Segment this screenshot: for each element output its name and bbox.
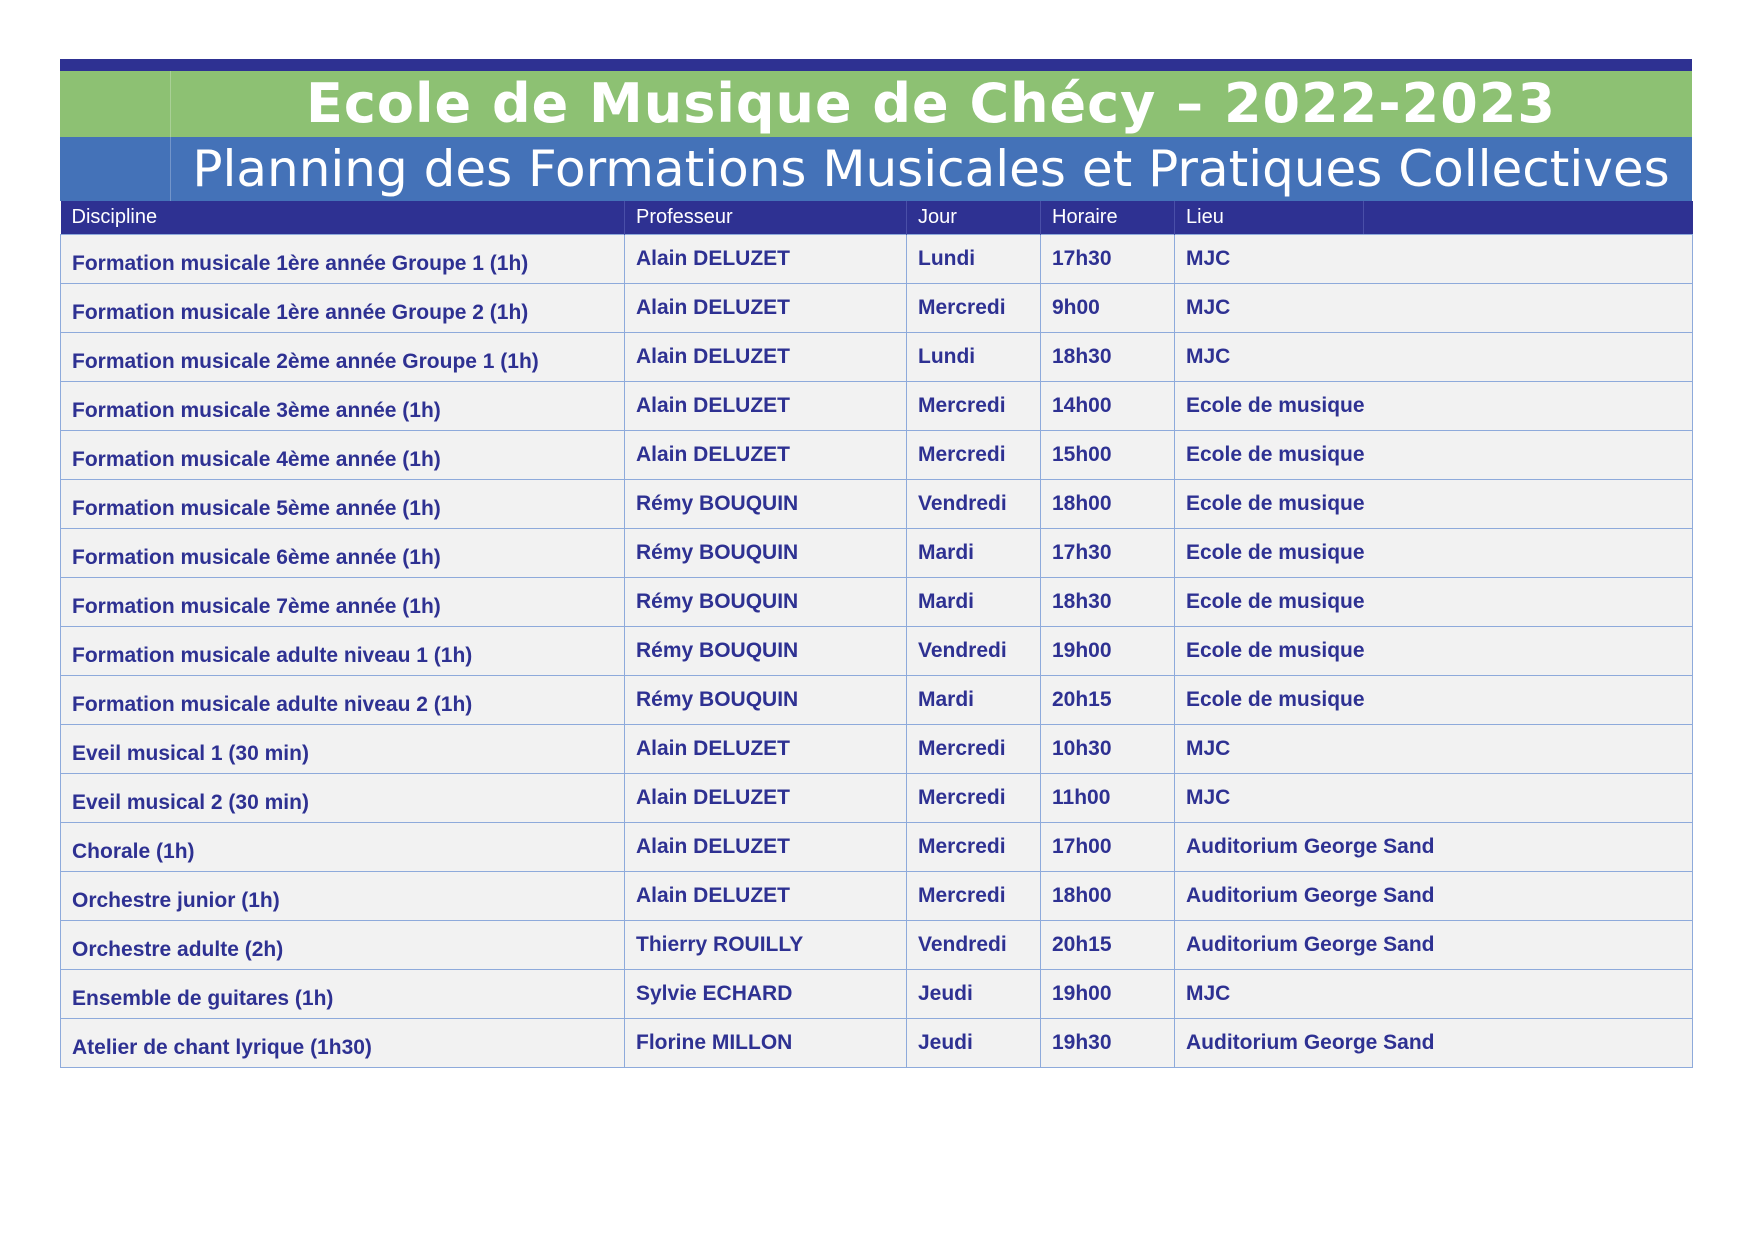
cell-discipline: Eveil musical 1 (30 min) — [61, 725, 625, 774]
table-row — [61, 529, 1693, 578]
cell-jour: Mercredi — [907, 382, 1041, 431]
cell-professeur: Rémy BOUQUIN — [625, 529, 907, 578]
cell-horaire: 19h00 — [1041, 970, 1175, 1019]
column-header-lieu-label: Lieu — [1186, 206, 1224, 228]
cell-horaire: 20h15 — [1041, 676, 1175, 725]
cell-jour: Mercredi — [907, 872, 1041, 921]
cell-jour: Vendredi — [907, 627, 1041, 676]
table-row — [61, 431, 1693, 480]
table-row — [61, 872, 1693, 921]
cell-horaire: 20h15 — [1041, 921, 1175, 970]
cell-horaire: 17h30 — [1041, 529, 1175, 578]
cell-discipline: Chorale (1h) — [61, 823, 625, 872]
cell-discipline: Formation musicale adulte niveau 2 (1h) — [61, 676, 625, 725]
cell-jour: Lundi — [907, 235, 1041, 284]
cell-jour: Mercredi — [907, 725, 1041, 774]
cell-lieu: Auditorium George Sand — [1175, 1019, 1693, 1068]
cell-lieu: MJC — [1175, 970, 1693, 1019]
table-header-row — [61, 201, 1693, 235]
header-separator — [1363, 201, 1364, 234]
table-row — [61, 725, 1693, 774]
column-header-professeur: Professeur — [625, 201, 907, 235]
cell-horaire: 9h00 — [1041, 284, 1175, 333]
cell-professeur: Alain DELUZET — [625, 725, 907, 774]
cell-lieu: MJC — [1175, 725, 1693, 774]
cell-professeur: Alain DELUZET — [625, 284, 907, 333]
table-row — [61, 774, 1693, 823]
cell-discipline: Atelier de chant lyrique (1h30) — [61, 1019, 625, 1068]
subtitle-band — [60, 137, 1692, 201]
cell-lieu: Auditorium George Sand — [1175, 872, 1693, 921]
lieu-header-inner — [1186, 201, 1693, 234]
table-row — [61, 333, 1693, 382]
cell-lieu: Ecole de musique — [1175, 627, 1693, 676]
cell-professeur: Alain DELUZET — [625, 382, 907, 431]
table-row — [61, 627, 1693, 676]
table-row — [61, 480, 1693, 529]
cell-professeur: Rémy BOUQUIN — [625, 480, 907, 529]
cell-discipline: Formation musicale adulte niveau 1 (1h) — [61, 627, 625, 676]
cell-professeur: Alain DELUZET — [625, 333, 907, 382]
table-row — [61, 1019, 1693, 1068]
cell-jour: Mardi — [907, 676, 1041, 725]
cell-lieu: Auditorium George Sand — [1175, 921, 1693, 970]
cell-discipline: Formation musicale 6ème année (1h) — [61, 529, 625, 578]
cell-jour: Mardi — [907, 529, 1041, 578]
table-body — [61, 235, 1693, 1068]
cell-horaire: 11h00 — [1041, 774, 1175, 823]
column-header-jour: Jour — [907, 201, 1041, 235]
cell-horaire: 17h30 — [1041, 235, 1175, 284]
cell-professeur: Alain DELUZET — [625, 872, 907, 921]
schedule-table — [60, 201, 1693, 1068]
column-header-lieu — [1175, 201, 1693, 235]
cell-lieu: Ecole de musique — [1175, 529, 1693, 578]
cell-discipline: Formation musicale 1ère année Groupe 2 (1h) — [61, 284, 625, 333]
cell-jour: Mercredi — [907, 431, 1041, 480]
cell-discipline: Eveil musical 2 (30 min) — [61, 774, 625, 823]
cell-professeur: Rémy BOUQUIN — [625, 578, 907, 627]
cell-lieu: Ecole de musique — [1175, 480, 1693, 529]
cell-discipline: Ensemble de guitares (1h) — [61, 970, 625, 1019]
cell-jour: Jeudi — [907, 970, 1041, 1019]
page-title: Ecole de Musique de Chécy – 2022-2023 — [306, 72, 1556, 135]
cell-horaire: 18h00 — [1041, 872, 1175, 921]
cell-professeur: Alain DELUZET — [625, 774, 907, 823]
cell-discipline: Formation musicale 5ème année (1h) — [61, 480, 625, 529]
cell-jour: Jeudi — [907, 1019, 1041, 1068]
cell-jour: Mardi — [907, 578, 1041, 627]
table-row — [61, 921, 1693, 970]
title-band — [60, 71, 1692, 137]
cell-lieu: Auditorium George Sand — [1175, 823, 1693, 872]
cell-jour: Mercredi — [907, 774, 1041, 823]
cell-jour: Lundi — [907, 333, 1041, 382]
cell-horaire: 19h30 — [1041, 1019, 1175, 1068]
cell-professeur: Florine MILLON — [625, 1019, 907, 1068]
cell-lieu: MJC — [1175, 284, 1693, 333]
cell-horaire: 19h00 — [1041, 627, 1175, 676]
cell-discipline: Orchestre adulte (2h) — [61, 921, 625, 970]
cell-lieu: MJC — [1175, 774, 1693, 823]
cell-jour: Mercredi — [907, 823, 1041, 872]
table-row — [61, 970, 1693, 1019]
cell-professeur: Rémy BOUQUIN — [625, 627, 907, 676]
cell-discipline: Formation musicale 3ème année (1h) — [61, 382, 625, 431]
cell-discipline: Formation musicale 7ème année (1h) — [61, 578, 625, 627]
cell-horaire: 18h30 — [1041, 578, 1175, 627]
cell-horaire: 15h00 — [1041, 431, 1175, 480]
table-row — [61, 235, 1693, 284]
cell-professeur: Alain DELUZET — [625, 235, 907, 284]
page-subtitle: Planning des Formations Musicales et Pratiques Collectives — [192, 140, 1670, 198]
cell-discipline: Formation musicale 4ème année (1h) — [61, 431, 625, 480]
table-row — [61, 382, 1693, 431]
cell-professeur: Thierry ROUILLY — [625, 921, 907, 970]
table-row — [61, 676, 1693, 725]
column-header-discipline: Discipline — [61, 201, 625, 235]
cell-lieu: Ecole de musique — [1175, 431, 1693, 480]
table-row — [61, 823, 1693, 872]
cell-horaire: 18h30 — [1041, 333, 1175, 382]
cell-lieu: MJC — [1175, 235, 1693, 284]
cell-professeur: Rémy BOUQUIN — [625, 676, 907, 725]
cell-horaire: 14h00 — [1041, 382, 1175, 431]
table-row — [61, 578, 1693, 627]
cell-discipline: Formation musicale 1ère année Groupe 1 (1h) — [61, 235, 625, 284]
cell-lieu: Ecole de musique — [1175, 578, 1693, 627]
cell-horaire: 17h00 — [1041, 823, 1175, 872]
cell-discipline: Formation musicale 2ème année Groupe 1 (1h) — [61, 333, 625, 382]
schedule-sheet — [60, 59, 1692, 1068]
top-stripe — [60, 59, 1692, 71]
cell-professeur: Alain DELUZET — [625, 431, 907, 480]
column-header-horaire: Horaire — [1041, 201, 1175, 235]
table-row — [61, 284, 1693, 333]
cell-lieu: Ecole de musique — [1175, 676, 1693, 725]
cell-lieu: MJC — [1175, 333, 1693, 382]
cell-jour: Mercredi — [907, 284, 1041, 333]
cell-professeur: Sylvie ECHARD — [625, 970, 907, 1019]
cell-professeur: Alain DELUZET — [625, 823, 907, 872]
cell-discipline: Orchestre junior (1h) — [61, 872, 625, 921]
cell-jour: Vendredi — [907, 921, 1041, 970]
cell-horaire: 10h30 — [1041, 725, 1175, 774]
cell-horaire: 18h00 — [1041, 480, 1175, 529]
cell-lieu: Ecole de musique — [1175, 382, 1693, 431]
cell-jour: Vendredi — [907, 480, 1041, 529]
